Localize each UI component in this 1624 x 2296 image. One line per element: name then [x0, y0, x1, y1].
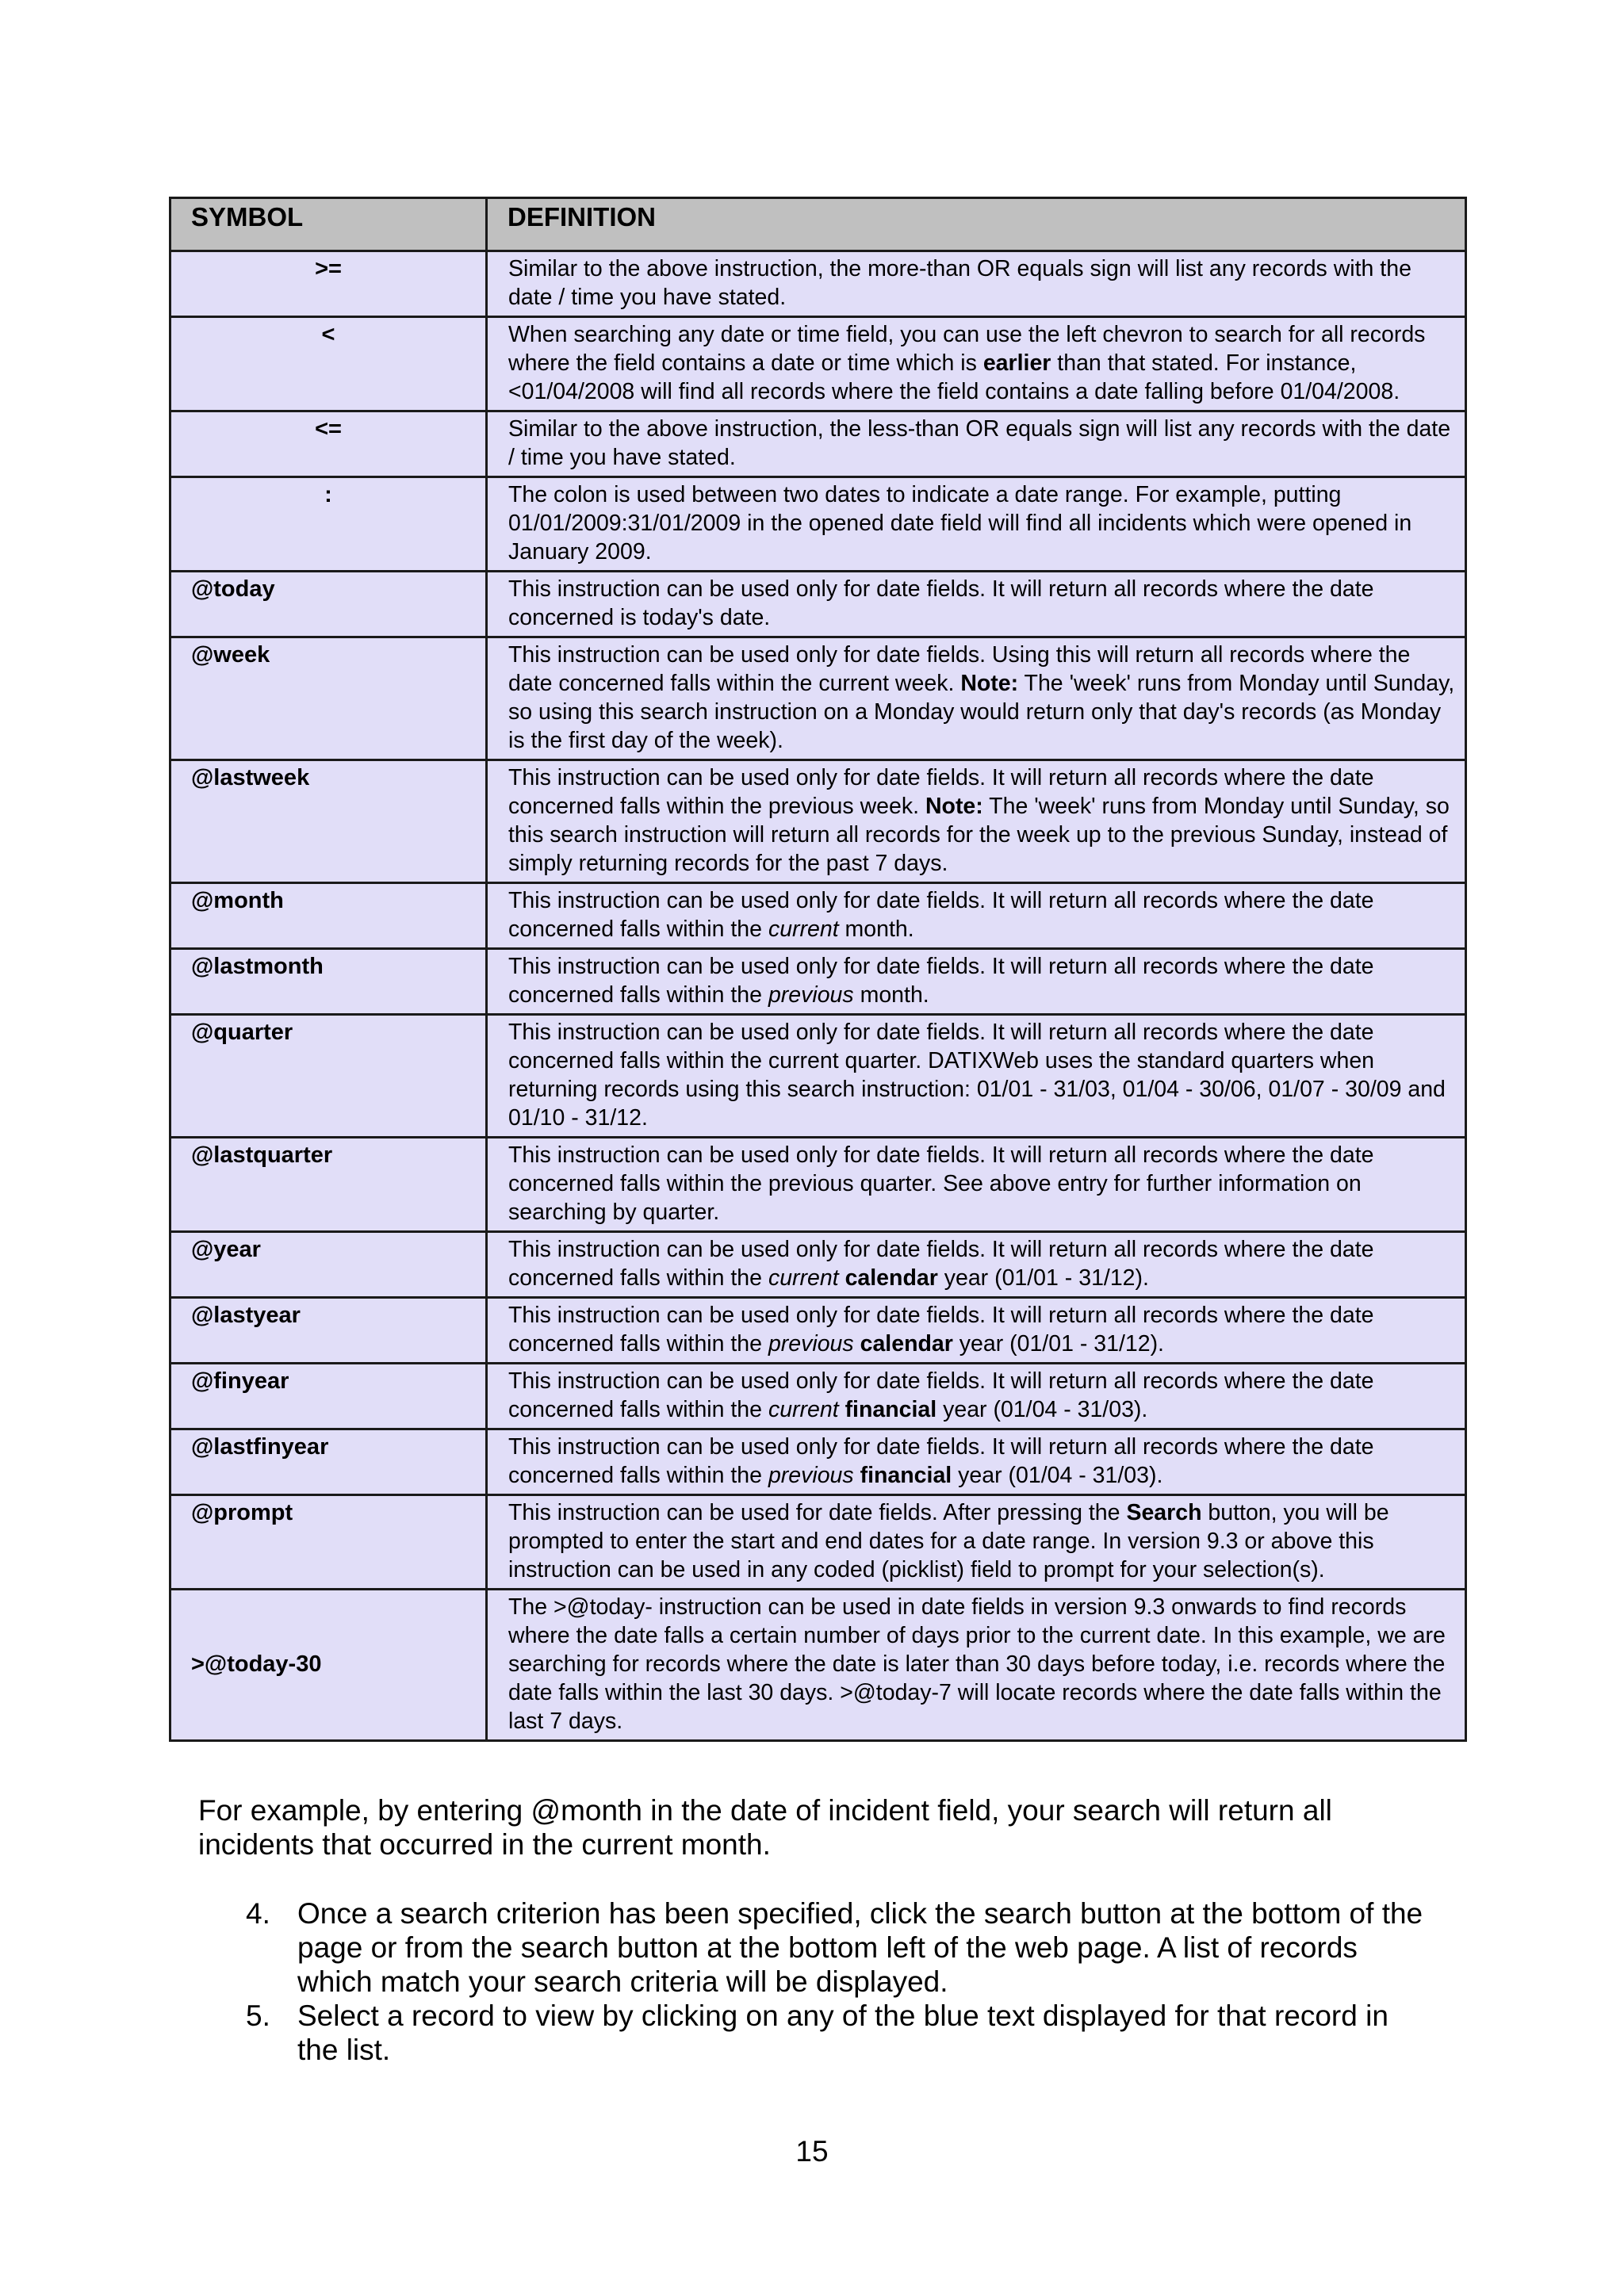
definition-text	[839, 1265, 845, 1291]
definition-text: The >@today- instruction can be used in date fields in version 9.3 onwards to find records where the date falls a certain number of days prior to the current date. In this example, we are searching for records where the date is later than 30 days before today, i.e. records where the date falls within the last 30 days. >@today-7 will locate records where the date falls within the last 7 days.	[508, 1594, 1446, 1734]
definition-cell	[487, 1232, 1466, 1298]
symbol-cell: @week	[170, 637, 487, 760]
definition-text: current	[768, 1265, 839, 1291]
symbol-cell: <	[170, 317, 487, 411]
definition-text: The colon is used between two dates to indicate a date range. For example, putting 01/01/2009:31/01/2009 in the opened date field will find all incidents which were opened in January 2009.	[508, 482, 1412, 564]
definition-text: Note:	[960, 671, 1019, 696]
definition-text: The 'week' runs from Monday until Sunday, so using this search instruction on a Monday would return only that day's records (as Monday is the first day of the week).	[508, 671, 1455, 753]
symbol-cell: <=	[170, 411, 487, 477]
definition-text: calendar	[860, 1331, 953, 1357]
symbol-cell: @month	[170, 883, 487, 949]
definition-cell	[487, 637, 1466, 760]
definition-cell	[487, 411, 1466, 477]
definition-cell	[487, 760, 1466, 883]
symbol-cell: >@today-30	[170, 1590, 487, 1741]
definition-text: This instruction can be used for date fields. After pressing the	[508, 1500, 1127, 1525]
definition-cell	[487, 1429, 1466, 1495]
definition-cell	[487, 883, 1466, 949]
table-row	[170, 1015, 1466, 1138]
symbol-cell: @quarter	[170, 1015, 487, 1138]
definition-cell	[487, 1590, 1466, 1741]
steps-list	[198, 1896, 1435, 2067]
definition-text: current	[768, 916, 839, 942]
definition-text: Note:	[925, 794, 983, 819]
step-text: Once a search criterion has been specified, click the search button at the bottom of the page or from the search button at the bottom left of the web page. A list of records which match your search criteria will be displayed.	[297, 1897, 1423, 1998]
definition-cell	[487, 1298, 1466, 1364]
definition-text: This instruction can be used only for date fields. It will return all records where the date concerned falls within the	[508, 888, 1374, 942]
definition-cell	[487, 477, 1466, 572]
definition-text: year (01/01 - 31/12).	[952, 1331, 1164, 1357]
table-header-row	[170, 198, 1466, 251]
table-row	[170, 1429, 1466, 1495]
definition-text: than that stated. For instance, <01/04/2008 will find all records where the field contains a date falling before 01/04/2008.	[508, 350, 1400, 404]
list-item	[198, 1896, 1435, 1999]
table-row	[170, 572, 1466, 637]
table-row	[170, 1364, 1466, 1429]
table-row	[170, 1495, 1466, 1590]
definition-cell	[487, 1015, 1466, 1138]
definition-text	[839, 1397, 845, 1422]
definition-text: previous	[768, 1463, 854, 1488]
definition-text: This instruction can be used only for date fields. It will return all records where the date concerned falls within the	[508, 1303, 1374, 1357]
definition-text: year (01/04 - 31/03).	[952, 1463, 1163, 1488]
symbol-column-header: SYMBOL	[170, 198, 487, 251]
definition-text: This instruction can be used only for date fields. It will return all records where the date concerned falls within the	[508, 954, 1374, 1008]
definition-text: calendar	[845, 1265, 938, 1291]
definition-text: previous	[768, 1331, 854, 1357]
symbol-cell: @lastyear	[170, 1298, 487, 1364]
definition-text: The 'week' runs from Monday until Sunday, so this search instruction will return all records for the week up to the previous Sunday, instead of simply returning records for the past 7 days.	[508, 794, 1450, 876]
table-row	[170, 637, 1466, 760]
definition-text: This instruction can be used only for date fields. It will return all records where the date concerned falls within the previous quarter. See above entry for further information on searching by quarter.	[508, 1142, 1374, 1225]
definition-text: current	[768, 1397, 839, 1422]
symbol-cell: @prompt	[170, 1495, 487, 1590]
table-row	[170, 1590, 1466, 1741]
definition-text	[854, 1463, 860, 1488]
step-text: Select a record to view by clicking on any of the blue text displayed for that record in the list.	[297, 1999, 1388, 2066]
definition-text: year (01/01 - 31/12).	[937, 1265, 1149, 1291]
definition-text: button, you will be prompted to enter the start and end dates for a date range. In version 9.3 or above this instruction can be used in any coded (picklist) field to prompt for your selection(s).	[508, 1500, 1389, 1582]
symbol-cell: @finyear	[170, 1364, 487, 1429]
table-row	[170, 411, 1466, 477]
definition-text: Search	[1126, 1500, 1202, 1525]
table-row	[170, 477, 1466, 572]
definition-text: This instruction can be used only for date fields. It will return all records where the date concerned falls within the	[508, 1434, 1374, 1488]
symbol-cell: :	[170, 477, 487, 572]
symbol-cell: @lastweek	[170, 760, 487, 883]
definition-text: This instruction can be used only for date fields. It will return all records where the date concerned falls within the	[508, 1368, 1374, 1422]
definition-text	[854, 1331, 860, 1357]
definition-cell	[487, 317, 1466, 411]
symbol-cell: @year	[170, 1232, 487, 1298]
definition-text: This instruction can be used only for date fields. It will return all records where the date concerned is today's date.	[508, 576, 1374, 630]
symbol-cell: >=	[170, 251, 487, 317]
definition-text: This instruction can be used only for date fields. Using this will return all records where the date concerned falls within the current week.	[508, 642, 1411, 696]
definition-text: This instruction can be used only for date fields. It will return all records where the date concerned falls within the	[508, 1237, 1374, 1291]
definition-text: financial	[860, 1463, 952, 1488]
definition-text: month.	[838, 916, 914, 942]
table-body	[170, 251, 1466, 1741]
step-number: 4.	[246, 1897, 270, 1930]
table-row	[170, 251, 1466, 317]
table-row	[170, 1232, 1466, 1298]
definition-cell	[487, 1138, 1466, 1232]
definition-cell	[487, 251, 1466, 317]
table-row	[170, 949, 1466, 1015]
search-symbols-table	[169, 197, 1467, 1742]
table-row	[170, 1298, 1466, 1364]
symbol-cell: @lastquarter	[170, 1138, 487, 1232]
definition-cell	[487, 1364, 1466, 1429]
definition-text: This instruction can be used only for date fields. It will return all records where the date concerned falls within the previous week.	[508, 765, 1374, 819]
definition-cell	[487, 949, 1466, 1015]
definition-text: earlier	[982, 350, 1051, 376]
definition-cell	[487, 572, 1466, 637]
symbol-cell: @today	[170, 572, 487, 637]
example-paragraph: For example, by entering @month in the date of incident field, your search will return all incidents that occurred in the current month.	[198, 1794, 1332, 1861]
step-number: 5.	[246, 1999, 270, 2032]
definition-text: Similar to the above instruction, the less-than OR equals sign will list any records with the date / time you have stated.	[508, 416, 1451, 470]
definition-text: financial	[845, 1397, 937, 1422]
definition-text: When searching any date or time field, you can use the left chevron to search for all records where the field contains a date or time which is	[508, 322, 1426, 376]
definition-cell	[487, 1495, 1466, 1590]
definition-text: Similar to the above instruction, the more-than OR equals sign will list any records with the date / time you have stated.	[508, 256, 1411, 310]
list-item	[198, 1999, 1435, 2067]
definition-column-header: DEFINITION	[487, 198, 1466, 251]
table-row	[170, 317, 1466, 411]
page-number: 15	[795, 2135, 829, 2168]
definition-text: This instruction can be used only for date fields. It will return all records where the date concerned falls within the current quarter. DATIXWeb uses the standard quarters when returning records using this search instruction: 01/01 - 31/03, 01/04 - 30/06, 01/07 - 30/09 and 01/10 - 31/12.	[508, 1020, 1446, 1131]
definition-text: previous	[768, 982, 854, 1008]
symbol-cell: @lastmonth	[170, 949, 487, 1015]
definition-text: month.	[853, 982, 929, 1008]
table-row	[170, 760, 1466, 883]
definition-text: year (01/04 - 31/03).	[936, 1397, 1148, 1422]
table-row	[170, 1138, 1466, 1232]
table-row	[170, 883, 1466, 949]
symbol-cell: @lastfinyear	[170, 1429, 487, 1495]
